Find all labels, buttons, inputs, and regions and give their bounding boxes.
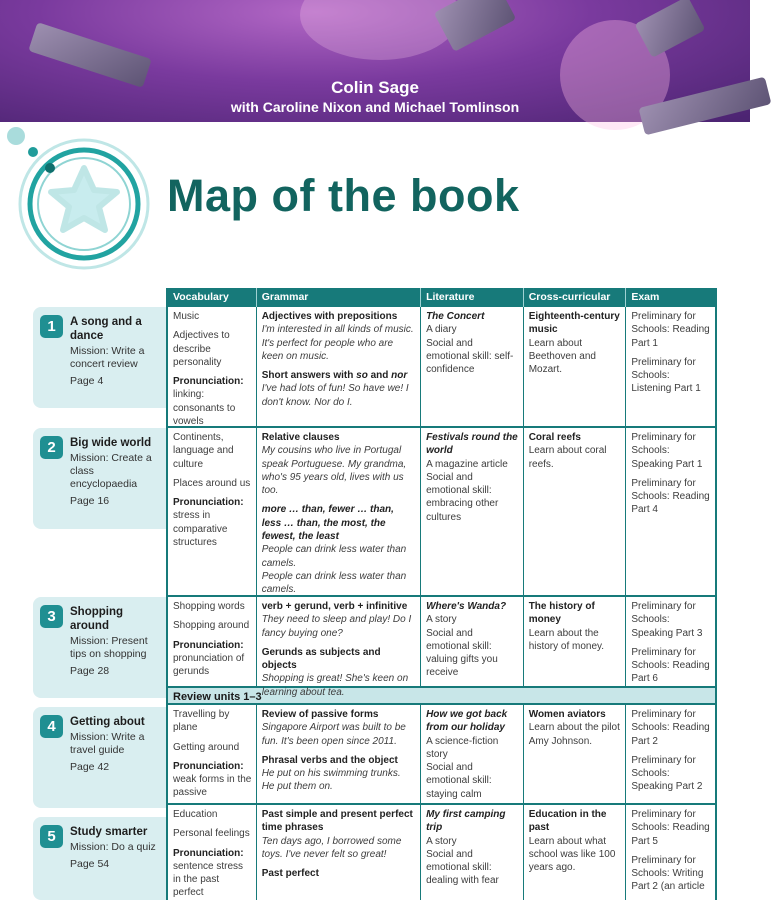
cross-curricular-title: The history of money [528, 601, 595, 626]
exam-item: Preliminary for Schools: Speaking Part 1 [631, 432, 703, 470]
literature-skill: Social and emotional skill: self-confidence [426, 337, 514, 376]
grammar-heading: Relative clauses [261, 432, 340, 443]
grammar-example: I'm interested in all kinds of music. It's perfect for people who are keen on music. [261, 324, 414, 362]
unit-page: Page 4 [70, 375, 104, 387]
exam-cell [626, 597, 715, 686]
vocab-item: Adjectives to describe personality [173, 330, 230, 368]
cross-curricular-title: Women aviators [528, 709, 606, 720]
literature-title: Festivals round the world [426, 432, 518, 457]
exam-cell [626, 428, 715, 595]
exam-item: Preliminary for Schools: Reading Part 1 [631, 311, 710, 349]
unit-mission: Mission: Present tips on shopping [70, 635, 148, 660]
literature-type: A diary [426, 324, 457, 336]
vocabulary-cell [168, 597, 257, 686]
cross-curricular-text: Learn about the history of money. [528, 627, 605, 652]
cross-curricular-cell [524, 428, 627, 595]
literature-type: A magazine article [426, 458, 508, 470]
vocabulary-cell [168, 805, 257, 900]
grammar-heading: Past perfect [261, 868, 319, 880]
vocabulary-cell [168, 428, 257, 595]
unit-number: 3 [40, 605, 63, 628]
unit-name: Shopping around [70, 606, 124, 632]
grammar-heading-part: Short answers with [261, 370, 357, 382]
unit-card [33, 817, 166, 900]
grammar-heading: Gerunds as subjects and objects [261, 646, 381, 672]
cross-curricular-text: Learn about the pilot Amy Johnson. [528, 722, 620, 747]
table-row [168, 307, 715, 428]
literature-title: How we got back from our holiday [426, 709, 508, 734]
unit-card [33, 428, 166, 529]
exam-item: Preliminary for Schools: Reading Part 2 [631, 709, 710, 747]
table-header [168, 288, 715, 307]
grammar-cell [257, 307, 421, 426]
author-name: Colin Sage [331, 78, 419, 97]
pronunciation-text: pronunciation of gerunds [173, 652, 245, 678]
unit-page: Page 16 [70, 495, 110, 507]
grammar-example: Singapore Airport was built to be fun. It's been open since 2011. [261, 722, 406, 747]
pronunciation-label: Pronunciation: [173, 760, 244, 772]
unit-number: 4 [40, 715, 63, 738]
table-row [168, 428, 715, 597]
cross-curricular-text: Learn about what school was like 100 years ago. [528, 835, 616, 874]
cross-curricular-cell [524, 307, 627, 426]
grammar-heading: Phrasal verbs and the object [261, 754, 398, 766]
grammar-cell [257, 705, 421, 803]
cross-curricular-cell [524, 805, 627, 900]
pronunciation-label: Pronunciation: [173, 847, 244, 859]
literature-cell [421, 805, 524, 900]
vocab-item: Personal feelings [173, 828, 250, 840]
pronunciation-label: Pronunciation: [173, 376, 244, 388]
header-literature: Literature [421, 288, 524, 307]
unit-page: Page 42 [70, 761, 110, 773]
grammar-example: People can drink less water than camels. [261, 570, 407, 596]
table-row [168, 805, 715, 900]
grammar-example: My cousins who live in Portugal speak Portuguese. My grandma, who's 95 years old, lives with us too. [261, 445, 407, 497]
literature-cell [421, 705, 524, 803]
vocab-item: Getting around [173, 741, 240, 753]
cross-curricular-text: Learn about coral reefs. [528, 445, 607, 470]
vocab-item: Music [173, 311, 200, 322]
vocab-item: Travelling by plane [173, 709, 230, 734]
vocab-item: Continents, language and culture [173, 432, 234, 470]
unit-number: 1 [40, 315, 63, 338]
pronunciation-text: stress in comparative structures [173, 510, 228, 549]
grammar-heading-part: and [367, 370, 392, 382]
exam-cell [626, 805, 715, 900]
unit-name: Big wide world [70, 437, 152, 449]
grammar-example: Shopping is great! She's keen on learning about tea. [261, 673, 409, 698]
pronunciation-text: weak forms in the passive [173, 774, 252, 799]
grammar-cell [257, 428, 421, 595]
literature-title: My first camping trip [426, 809, 506, 834]
cover-banner [0, 0, 750, 122]
grammar-heading-part: nor [391, 370, 408, 382]
grammar-example: People can drink less water than camels. [261, 544, 407, 569]
light-glow [300, 0, 460, 60]
grammar-example: He put on his swimming trunks. He put them on. [261, 768, 401, 793]
cross-curricular-cell [524, 597, 627, 686]
unit-name: Getting about [70, 716, 145, 728]
exam-cell [626, 307, 715, 426]
grammar-example: Ten days ago, I borrowed some toys. I've never felt so great! [261, 835, 402, 860]
literature-skill: Social and emotional skill: staying calm [426, 762, 492, 800]
grammar-heading: Adjectives with prepositions [261, 311, 398, 322]
exam-item: Preliminary for Schools: Reading Part 4 [631, 477, 710, 516]
star-logo-icon [6, 124, 156, 274]
cross-curricular-text: Learn about Beethoven and Mozart. [528, 337, 596, 376]
literature-title: Where's Wanda? [426, 601, 507, 612]
exam-item: Preliminary for Schools: Writing Part 2 (an article [631, 854, 705, 893]
pronunciation-text: sentence stress in the past perfect [173, 860, 244, 899]
vocab-item: Places around us [173, 477, 251, 489]
exam-item: Preliminary for Schools: Speaking Part 2 [631, 754, 703, 793]
grammar-cell [257, 597, 421, 698]
literature-cell [421, 307, 524, 426]
unit-mission: Mission: Do a quiz [70, 841, 156, 853]
header-vocabulary: Vocabulary [168, 288, 257, 307]
grammar-heading: verb + gerund, verb + infinitive [261, 601, 408, 612]
unit-mission: Mission: Write a concert review [70, 345, 145, 370]
grammar-heading: Review of passive forms [261, 709, 379, 720]
grammar-heading [262, 369, 416, 382]
literature-title: The Concert [426, 311, 485, 322]
header-exam: Exam [631, 291, 660, 303]
grammar-example: They need to sleep and play! Do I fancy buying one? [261, 614, 412, 639]
vocab-item: Shopping around [173, 620, 250, 632]
header-cross-curricular: Cross-curricular [524, 288, 627, 307]
exam-cell [626, 705, 715, 803]
unit-mission: Mission: Write a travel guide [70, 731, 145, 756]
header-grammar: Grammar [257, 288, 421, 307]
unit-card [33, 307, 166, 408]
grammar-cell [257, 805, 421, 900]
review-units-bar: Review units 1–3 [168, 686, 715, 705]
literature-type: A science-fiction story [426, 735, 499, 760]
vocabulary-cell [168, 307, 257, 426]
unit-page: Page 28 [70, 665, 110, 677]
grammar-heading: Past simple and present perfect time phrases [261, 809, 413, 834]
cross-curricular-title: Education in the past [528, 809, 607, 834]
coauthors: with Caroline Nixon and Michael Tomlinson [230, 99, 520, 115]
unit-page: Page 54 [70, 858, 110, 870]
cross-curricular-title: Eighteenth-century music [528, 311, 620, 336]
exam-item: Preliminary for Schools: Reading Part 6 [631, 646, 710, 685]
exam-item: Preliminary for Schools: Listening Part 1 [631, 356, 701, 395]
literature-skill: Social and emotional skill: embracing other cultures [426, 471, 499, 523]
literature-skill: Social and emotional skill: dealing with fear [426, 848, 499, 887]
vocabulary-cell [168, 705, 257, 803]
pronunciation-label: Pronunciation: [173, 497, 244, 509]
vocab-item: Education [173, 809, 218, 820]
literature-cell [421, 428, 524, 595]
floating-block-decoration [434, 0, 516, 52]
unit-card [33, 597, 166, 698]
literature-cell [421, 597, 524, 686]
grammar-example: I've had lots of fun! So have we! I don't know. Nor do I. [261, 383, 409, 408]
unit-number: 5 [40, 825, 63, 848]
vocab-item: Shopping words [173, 601, 245, 612]
table-row [168, 705, 715, 805]
pronunciation-label: Pronunciation: [173, 639, 244, 651]
unit-card [33, 707, 166, 808]
unit-number: 2 [40, 436, 63, 459]
pronunciation-text: linking: consonants to vowels [173, 389, 236, 428]
cross-curricular-cell [524, 705, 627, 803]
cross-curricular-title: Coral reefs [528, 432, 581, 443]
unit-name: A song and a dance [70, 316, 142, 342]
literature-type: A story [426, 614, 457, 626]
page-title: Map of the book [167, 170, 520, 221]
grammar-heading-part: so [356, 370, 368, 382]
unit-name: Study smarter [70, 826, 148, 838]
exam-item: Preliminary for Schools: Reading Part 5 [631, 809, 710, 847]
grammar-heading: more … than, fewer … than, less … than, the most, the fewest, the least [261, 504, 394, 543]
exam-item: Preliminary for Schools: Speaking Part 3 [631, 601, 703, 639]
book-map-table [166, 288, 717, 900]
unit-mission: Mission: Create a class encyclopaedia [70, 452, 152, 490]
literature-skill: Social and emotional skill: valuing gifts you receive [426, 627, 498, 679]
literature-type: A story [426, 835, 457, 847]
